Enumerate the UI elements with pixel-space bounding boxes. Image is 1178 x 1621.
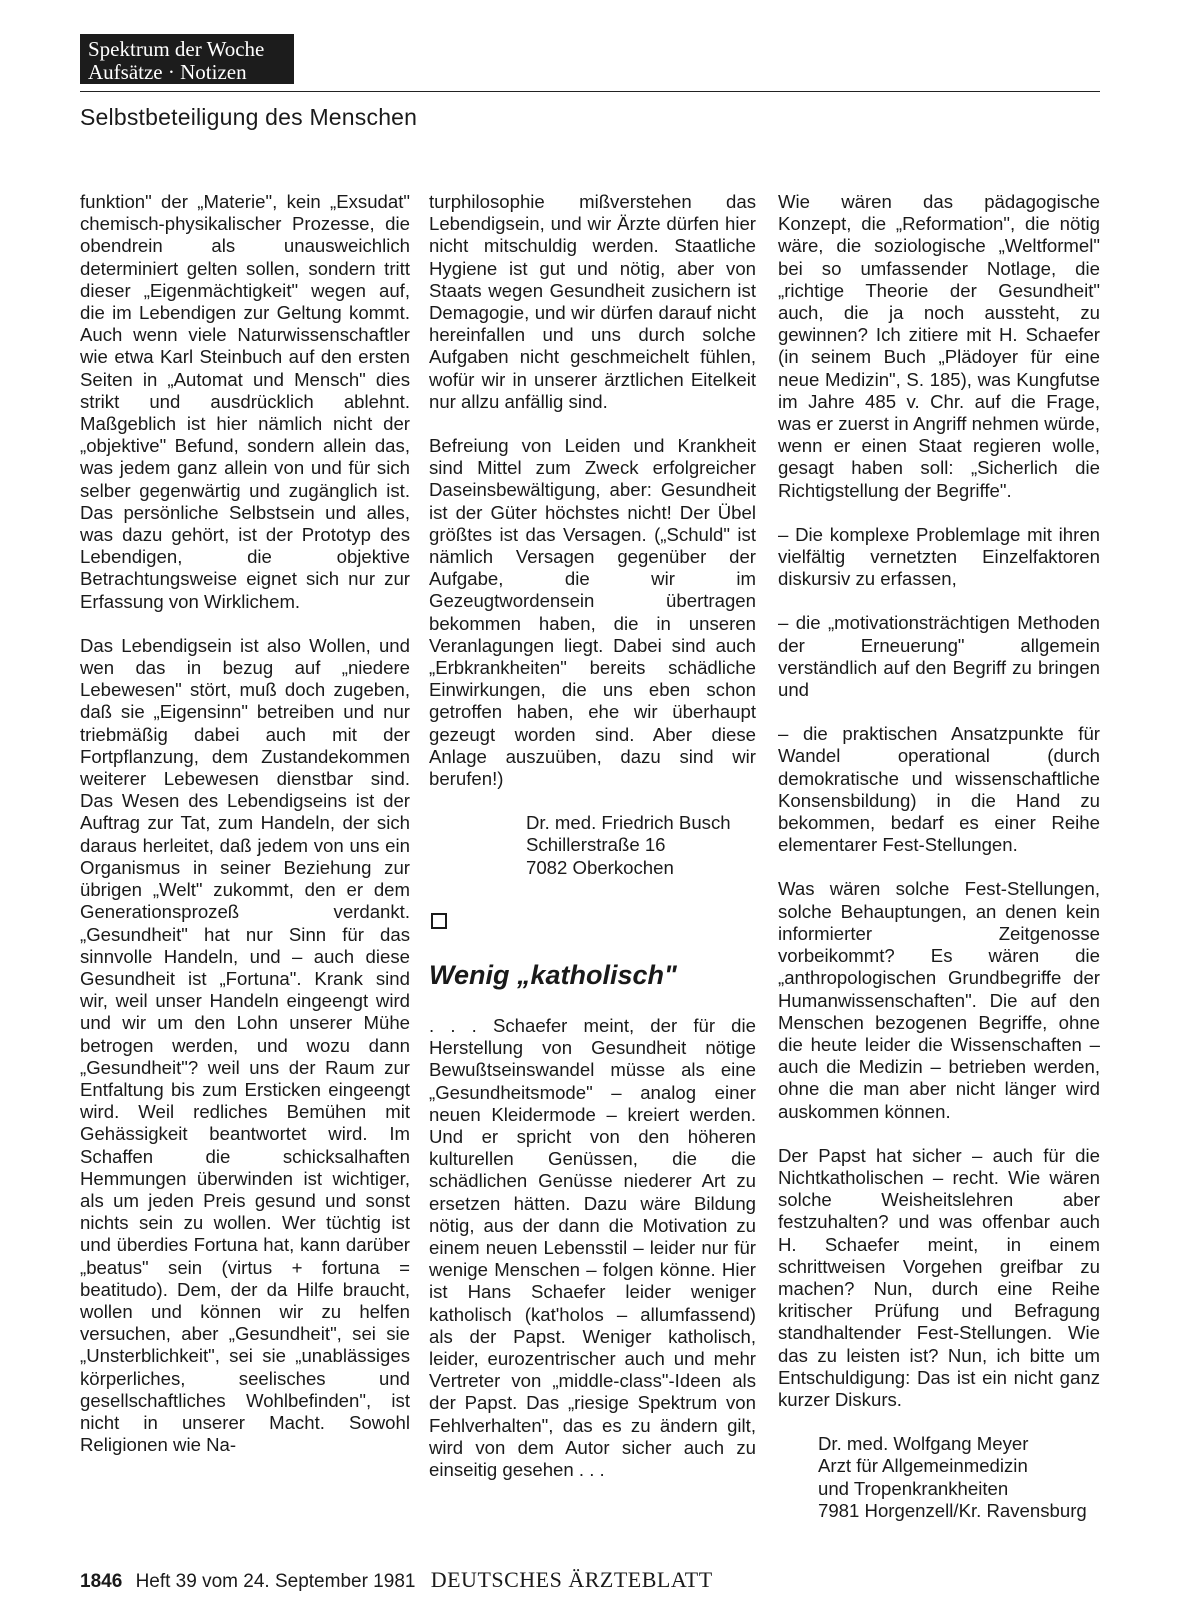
paragraph: funktion" der „Materie", kein „Exsudat" chemisch-physikalischer Prozesse, die obendrein als unausweichlich determiniert gelten sollen, sondern tritt dieser „Eigenmächtigkeit" wegen auf, die im Lebendigen zur Geltung kommt. Auch wenn viele Naturwissenschaftler wie etwa Karl Steinbuch auf den ersten Seiten in „Automat und Mensch" dies strikt und ausdrücklich ablehnt. Maßgeblich ist hier nämlich nicht der „objektive" Befund, sondern allein das, was jedem ganz allein von und für sich selber gegenwärtig und zugänglich ist. Das persönliche Selbstsein und alles, was dazu gehört, ist der Prototyp des Lebendigen, die objektive Betrachtungsweise eignet sich nur zur Erfassung von Wirklichem. (80, 191, 410, 612)
signature-line: Dr. med. Friedrich Busch (526, 812, 731, 834)
header-rule (80, 91, 1100, 92)
paragraph: Befreiung von Leiden und Krankheit sind Mittel zum Zweck erfolgreicher Daseinsbewältigung, aber: Gesundheit ist der Güter höchstes nicht! Der Übel größtes ist das Versagen. („Schuld" ist nämlich Versagen gegenüber der Aufgabe, die wir im Gezeugtwordensein übertragen bekommen haben, die in unseren Veranlagungen liegt. Dabei sind auch „Erbkrankheiten" bereits schädliche Einwirkungen, die uns eben schon getroffen haben, ehe wir überhaupt gezeugt worden sind. Aber diese Anlage auszuüben, dazu sind wir berufen!) (429, 435, 756, 790)
signature-line: 7082 Oberkochen (526, 856, 674, 878)
paragraph: – Die komplexe Problemlage mit ihren vielfältig vernetzten Einzelfaktoren diskursiv zu erfassen, (778, 523, 1100, 590)
paragraph: Wie wären das pädagogische Konzept, die „Reformation", die nötig wäre, die soziologische „Weltformel" bei so umfassender Notlage, die „richtige Theorie der Gesundheit" auch, die ja noch aussteht, zu gewinnen? Ich zitiere mit H. Schaefer (in seinem Buch „Plädoyer für eine neue Medizin", S. 185), was Kungfutse im Jahre 485 v. Chr. auf die Frage, was er zuerst in Angriff nehmen würde, wenn er einen Staat regieren wolle, gesagt haben soll: „Sicherlich die Richtigstellung der Begriffe". (778, 191, 1100, 501)
issue-info: Heft 39 vom 24. September 1981 (135, 1571, 416, 1592)
paragraph: – die praktischen Ansatzpunkte für Wandel operational (durch demokratische und wissenschaftliche Konsensbildung) in die Hand zu bekommen, bedarf es einer Reihe elementarer Fest-Stellungen. (778, 723, 1100, 856)
column-1 (80, 191, 410, 1478)
signature-line: Arzt für Allgemeinmedizin (818, 1455, 1028, 1477)
signature-line: und Tropenkrankheiten (818, 1477, 1009, 1499)
signature-line: 7981 Horgenzell/Kr. Ravensburg (818, 1499, 1087, 1521)
page-footer (80, 1567, 713, 1593)
column-3 (778, 191, 1100, 1522)
end-square-icon (431, 913, 447, 929)
section-name: Spektrum der Woche (88, 37, 265, 61)
section-subname: Aufsätze · Notizen (88, 60, 247, 84)
signature-busch (429, 812, 756, 879)
page-number: 1846 (80, 1571, 123, 1592)
paragraph: . . . Schaefer meint, der für die Herstellung von Gesundheit nötige Bewußtseinswandel müsse als eine „Gesundheitsmode" – analog einer neuen Kleidermode – kreiert werden. Und er spricht von den höheren kulturellen Genüssen, die die schädlichen Genüsse niederer Art zu ersetzen hätten. Dazu wäre Bildung nötig, aus der dann die Motivation zu einem neuen Lebensstil – leider nur für wenige Menschen – folgen könne. Hier ist Hans Schaefer leider weniger katholisch (kat'holos – allumfassend) als der Papst. Weniger katholisch, leider, eurozentrischer auch und mehr Vertreter von „middle-class"-Ideen als der Papst. Das „riesige Spektrum von Fehlverhalten", das es zu ändern gilt, wird von dem Autor sicher auch zu einseitig gesehen . . . (429, 1014, 756, 1480)
signature-line: Schillerstraße 16 (526, 834, 666, 856)
paragraph: turphilosophie mißverstehen das Lebendigsein, und wir Ärzte dürfen hier nicht mitschuldig werden. Staatliche Hygiene ist gut und nötig, aber von Staats wegen Gesundheit zusichern ist Demagogie, und wir dürfen darauf nicht hereinfallen und uns durch solche Aufgaben nicht geschmeichelt fühlen, wofür wir in unserer ärztlichen Eitelkeit nur allzu anfällig sind. (429, 191, 756, 412)
paragraph: Der Papst hat sicher – auch für die Nichtkatholischen – recht. Wie wären solche Weisheitslehren aber festzuhalten? und was offenbar auch H. Schaefer meint, in einem schrittweisen Vorgehen greifbar zu machen? Nun, durch eine Reihe kritischer Prüfung und Befragung standhaltender Fest-Stellungen. Wie das zu leisten ist? Nun, ich bitte um Entschuldigung: Das ist ein nicht ganz kurzer Diskurs. (778, 1144, 1100, 1410)
paragraph: Das Lebendigsein ist also Wollen, und wen das in bezug auf „niedere Lebewesen" stört, muß doch zugeben, daß sie „Eigensinn" betreiben und nur triebmäßig dabei auch mit der Fortpflanzung, dem Zustandekommen weiterer Lebewesen dienstbar sind. Das Wesen des Lebendigseins ist der Auftrag zur Tat, zum Handeln, der sich daraus herleitet, daß jedem von uns ein Organismus in seiner Beziehung zur übrigen „Welt" zukommt, den er dem Generationsprozeß verdankt. „Gesundheit" hat nur Sinn für das sinnvolle Handeln, und – auch diese Gesundheit ist „Fortuna". Krank sind wir, weil unser Handeln eingeengt wird und wir um den Lohn unserer Mühe betrogen werden, und wozu dann „Gesundheit"? weil uns der Raum zur Entfaltung bis zum Ersticken eingeengt wird. Weil redliches Bemühen mit Gehässigkeit beantwortet wird. Im Schaffen die schicksalhaften Hemmungen überwinden ist wichtiger, als um jeden Preis gesund und sonst nichts sein zu wollen. Wer tüchtig ist und überdies Fortuna hat, kann darüber „beatus" sein (virtus + fortuna = beatitudo). Dem, der da Hilfe braucht, wollen und können wir zu helfen versuchen, aber „Gesundheit", sei sie „Unsterblichkeit", sei sie „unablässiges körperliches, seelisches und gesellschaftliches Wohlbefinden", ist nicht in unserer Macht. Sowohl Religionen wie Na- (80, 634, 410, 1456)
page-title: Selbstbeteiligung des Menschen (80, 104, 418, 130)
column-2 (429, 191, 756, 1503)
signature-meyer (778, 1433, 1100, 1522)
journal-name: DEUTSCHES ÄRZTEBLATT (430, 1567, 713, 1592)
article-heading: Wenig „katholisch" (429, 959, 677, 990)
section-header-box (80, 34, 294, 84)
paragraph: – die „motivationsträchtigen Methoden der Erneuerung" allgemein verständlich auf den Begriff zu bringen und (778, 612, 1100, 701)
signature-line: Dr. med. Wolfgang Meyer (818, 1433, 1029, 1455)
paragraph: Was wären solche Fest-Stellungen, solche Behauptungen, an denen kein informierter Zeitgenosse vorbeikommt? Es wären die „anthropologischen Grundbegriffe der Humanwissenschaften". Die auf den Menschen bezogenen Begriffe, ohne die heute leider die Wissenschaften – auch die Medizin – betrieben werden, ohne die man aber nicht länger wird auskommen können. (778, 878, 1100, 1122)
